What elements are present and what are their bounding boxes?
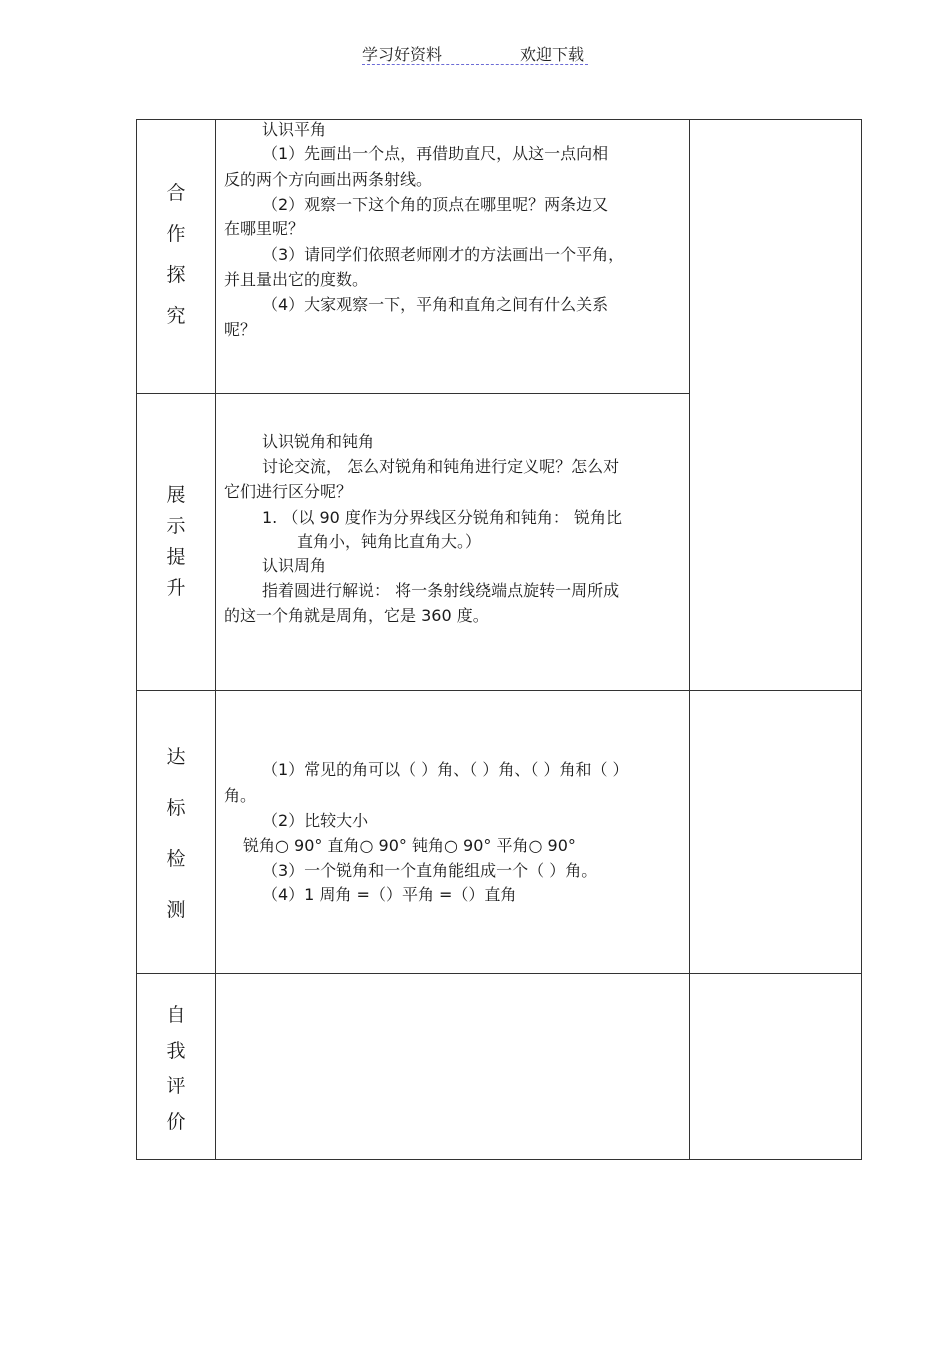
content-line: （1）常见的角可以（ ）角、（ ）角、（ ）角和（ ） (262, 760, 629, 779)
content-line: （2）观察一下这个角的顶点在哪里呢？两条边又 (262, 195, 609, 214)
content-line: 认识平角 (262, 120, 327, 139)
content-line: 并且量出它的度数。 (224, 270, 369, 289)
label-char: 达 (166, 746, 186, 768)
content-line: 讨论交流， 怎么对锐角和钝角进行定义呢？怎么对 (262, 457, 620, 476)
content-line: 锐角○ 90° 直角○ 90° 钝角○ 90° 平角○ 90° (243, 836, 576, 855)
section-label-cooperative-inquiry (137, 178, 215, 328)
section-label-assessment (137, 742, 215, 922)
content-line: 反的两个方向画出两条射线。 (224, 170, 433, 189)
header-right-text: 欢迎下载 (519, 45, 584, 64)
label-char: 升 (166, 577, 186, 599)
content-line: 角。 (224, 786, 257, 805)
label-char: 测 (166, 899, 186, 921)
content-line: （4）大家观察一下，平角和直角之间有什么关系 (262, 295, 609, 314)
label-char: 究 (166, 305, 186, 327)
label-char: 提 (166, 546, 186, 568)
content-line: 呢？ (224, 320, 257, 339)
column-divider-1 (215, 119, 216, 1160)
content-line: （2）比较大小 (262, 811, 369, 830)
content-line: （1）先画出一个点，再借助直尺，从这一点向相 (262, 144, 609, 163)
content-line: （3）一个锐角和一个直角能组成一个（ ）角。 (262, 861, 598, 880)
label-char: 评 (166, 1075, 186, 1098)
label-char: 价 (166, 1110, 186, 1133)
label-char: 作 (166, 223, 186, 245)
section-label-presentation (137, 480, 215, 600)
label-char: 标 (166, 797, 186, 819)
page-header (362, 40, 588, 65)
label-char: 示 (166, 515, 186, 537)
column-divider-2 (689, 119, 690, 1160)
content-line: 指着圆进行解说： 将一条射线绕端点旋转一周所成 (262, 581, 620, 600)
row-divider-2 (136, 690, 862, 691)
content-line: 认识周角 (262, 556, 327, 575)
row-divider-1 (136, 393, 690, 394)
label-char: 探 (166, 264, 186, 286)
content-line: 认识锐角和钝角 (262, 432, 375, 451)
label-char: 我 (166, 1039, 186, 1062)
table-border-right (861, 119, 862, 1160)
table-border-bottom (136, 1159, 862, 1160)
content-line: 的这一个角就是周角，它是 360 度。 (224, 606, 489, 625)
header-left-text: 学习好资料 (362, 45, 443, 64)
label-char: 展 (166, 484, 186, 506)
label-char: 检 (166, 848, 186, 870)
content-line: 1. （以 90 度作为分界线区分锐角和钝角： 锐角比 (262, 508, 622, 527)
content-line: （3）请同学们依照老师刚才的方法画出一个平角， (262, 245, 625, 264)
content-line: 在哪里呢？ (224, 219, 305, 238)
table-border-top (136, 119, 862, 120)
content-line: 直角小，钝角比直角大。） (297, 532, 482, 551)
content-line: 它们进行区分呢？ (224, 482, 353, 501)
content-line: （4）1 周角 =（）平角 =（）直角 (262, 885, 517, 904)
row-divider-3 (136, 973, 862, 974)
label-char: 自 (166, 1004, 186, 1026)
section-label-self-evaluation (137, 1000, 215, 1134)
label-char: 合 (166, 182, 186, 204)
